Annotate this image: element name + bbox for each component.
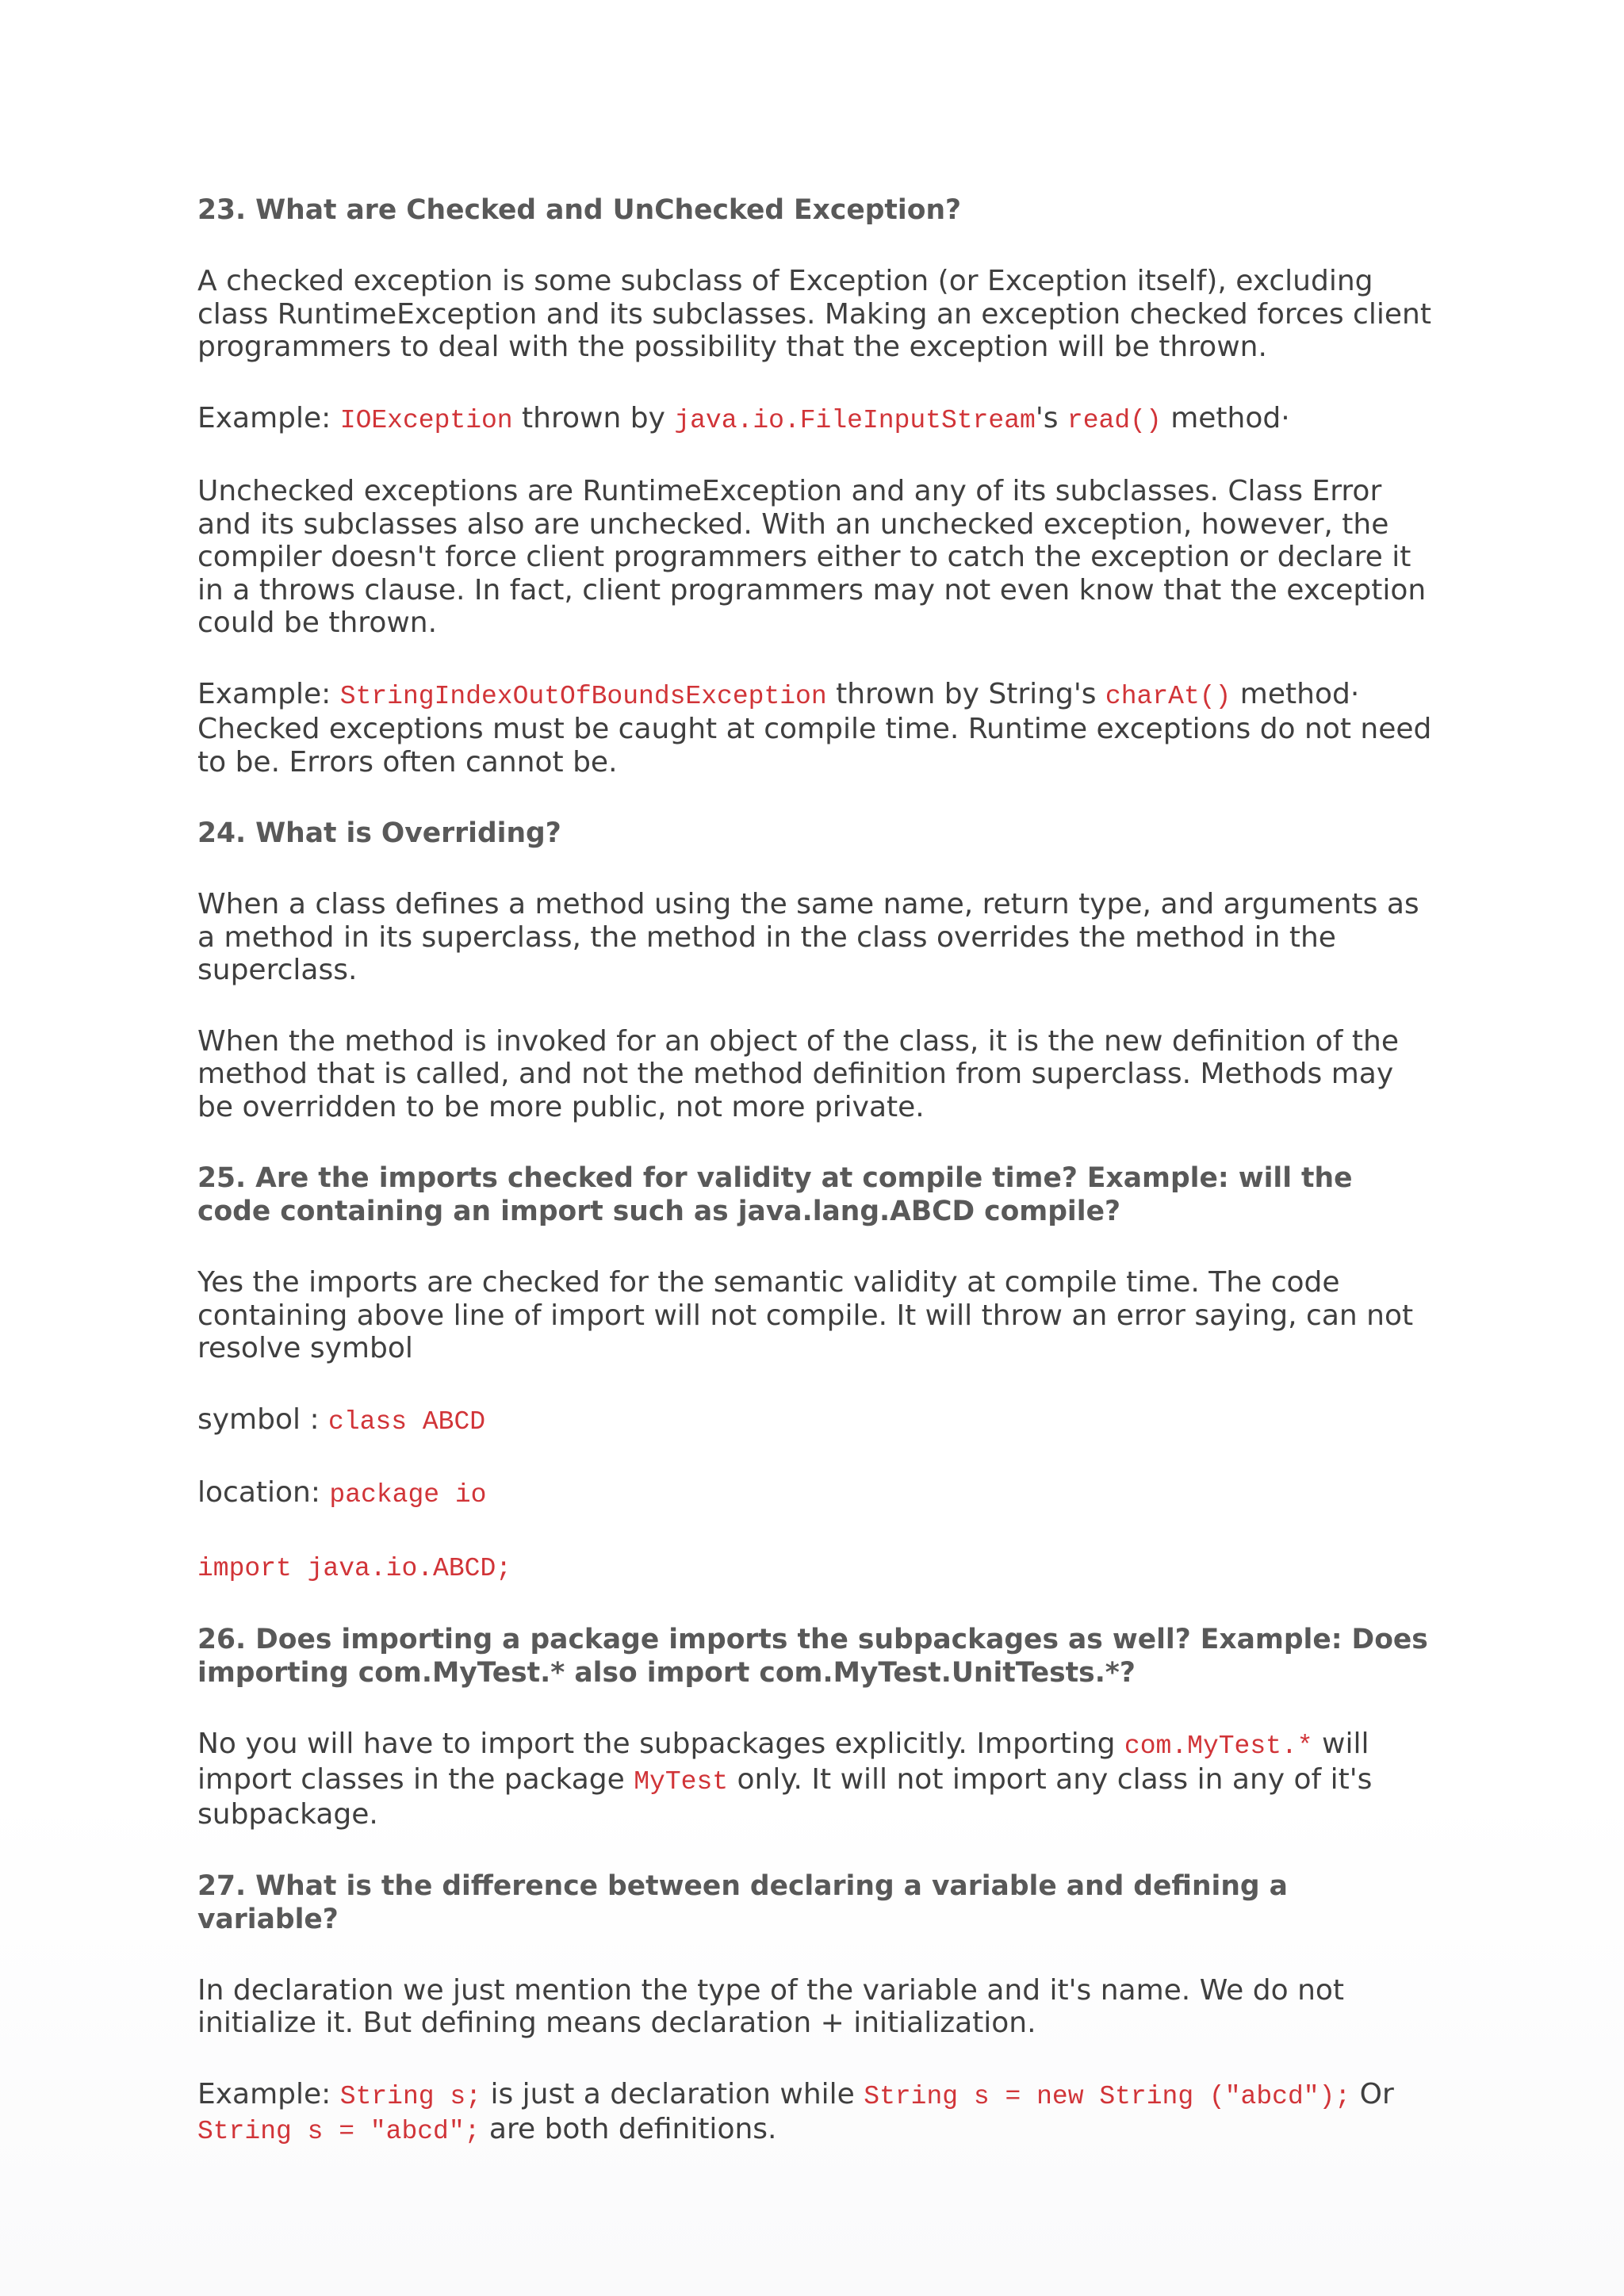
example-text: thrown by String's	[826, 677, 1105, 710]
example-label: Example:	[197, 401, 340, 434]
symbol-label: symbol :	[197, 1402, 329, 1436]
q27-paragraph-1: In declaration we just mention the type of the variable and it's name. We do not initialize it. But defining means declaration + initialization.	[197, 1973, 1345, 2039]
question-25-heading: 25. Are the imports checked for validity at compile time? Example: will the code containing an import such as java.lang.ABCD compile?	[197, 1162, 1353, 1227]
question-26-heading: 26. Does importing a package imports the subpackages as well? Example: Does importing com.MyTest.* also import com.MyTest.UnitTests.*?	[197, 1624, 1428, 1689]
q23-paragraph-3: Checked exceptions must be caught at compile time. Runtime exceptions do not need to be. Errors often cannot be.	[197, 713, 1432, 779]
code-declaration: String s;	[339, 2081, 481, 2111]
code-com-mytest: com.MyTest.*	[1124, 1732, 1313, 1761]
code-mytest: MyTest	[634, 1766, 729, 1797]
q26-text: only. It will not import any class in any of it's subpackage.	[197, 1762, 1373, 1831]
code-package-io: package io	[329, 1480, 487, 1510]
question-23-heading: 23. What are Checked and UnChecked Exception?	[197, 194, 962, 226]
code-ioexception: IOException	[339, 405, 513, 435]
code-stringindexoutofbounds: StringIndexOutOfBoundsException	[339, 681, 827, 711]
code-definition-literal: String s = "abcd";	[197, 2117, 481, 2146]
q25-paragraph-1: Yes the imports are checked for the semantic validity at compile time. The code containing above line of import will not compile. It will throw an error saying, can not resolve symbol	[197, 1266, 1414, 1364]
code-charat: charAt()	[1105, 681, 1231, 711]
code-class-abcd: class ABCD	[328, 1406, 486, 1437]
example-text: thrown by	[512, 401, 675, 434]
q26-paragraph-1	[197, 1728, 1434, 1831]
q26-text: will import classes in the package	[197, 1728, 1369, 1796]
q23-paragraph-1: A checked exception is some subclass of Exception (or Exception itself), excluding class RuntimeException and its subclasses. Making an exception checked forces client programmers to deal with the possibility that the exception will be thrown.	[197, 265, 1431, 363]
q23-example-2	[197, 678, 1434, 714]
example-text: is just a declaration while	[481, 2077, 864, 2110]
q25-symbol-line	[197, 1403, 1434, 1439]
document-content	[197, 193, 1434, 2187]
q25-location-line	[197, 1476, 1434, 1512]
example-label: Example:	[197, 2077, 340, 2110]
example-text: method·	[1161, 401, 1290, 434]
code-fileinputstream: java.io.FileInputStream	[674, 405, 1036, 435]
q25-import-line	[197, 1550, 1434, 1586]
q24-paragraph-1: When a class defines a method using the same name, return type, and arguments as a method in its superclass, the method in the class overrides the method in the superclass.	[197, 888, 1419, 986]
q24-paragraph-2: When the method is invoked for an object of the class, it is the new definition of the method that is called, and not the method definition from superclass. Methods may be overridden to be more public, not more private.	[197, 1024, 1399, 1123]
example-label: Example:	[197, 677, 340, 710]
q27-example	[197, 2078, 1434, 2149]
question-27-heading: 27. What is the difference between declaring a variable and defining a variable?	[197, 1869, 1288, 1935]
q23-paragraph-2: Unchecked exceptions are RuntimeException and any of its subclasses. Class Error and its subclasses also are unchecked. With an unchecked exception, however, the compiler doesn't force client programmers either to catch the exception or declare it in a throws clause. In fact, client programmers may not even know that the exception could be thrown.	[197, 475, 1427, 639]
code-definition-new: String s = new String ("abcd");	[864, 2081, 1351, 2111]
code-import-statement: import java.io.ABCD;	[197, 1553, 512, 1583]
example-text: Or	[1350, 2077, 1394, 2110]
example-text: are both definitions.	[480, 2113, 777, 2145]
example-text: 's	[1035, 401, 1067, 434]
q26-text: No you will have to import the subpackages explicitly. Importing	[197, 1728, 1124, 1760]
question-24-heading: 24. What is Overriding?	[197, 817, 561, 849]
location-label: location:	[197, 1476, 330, 1509]
example-text: method·	[1231, 677, 1360, 710]
code-read: read()	[1067, 405, 1162, 435]
q23-example-1	[197, 402, 1434, 438]
